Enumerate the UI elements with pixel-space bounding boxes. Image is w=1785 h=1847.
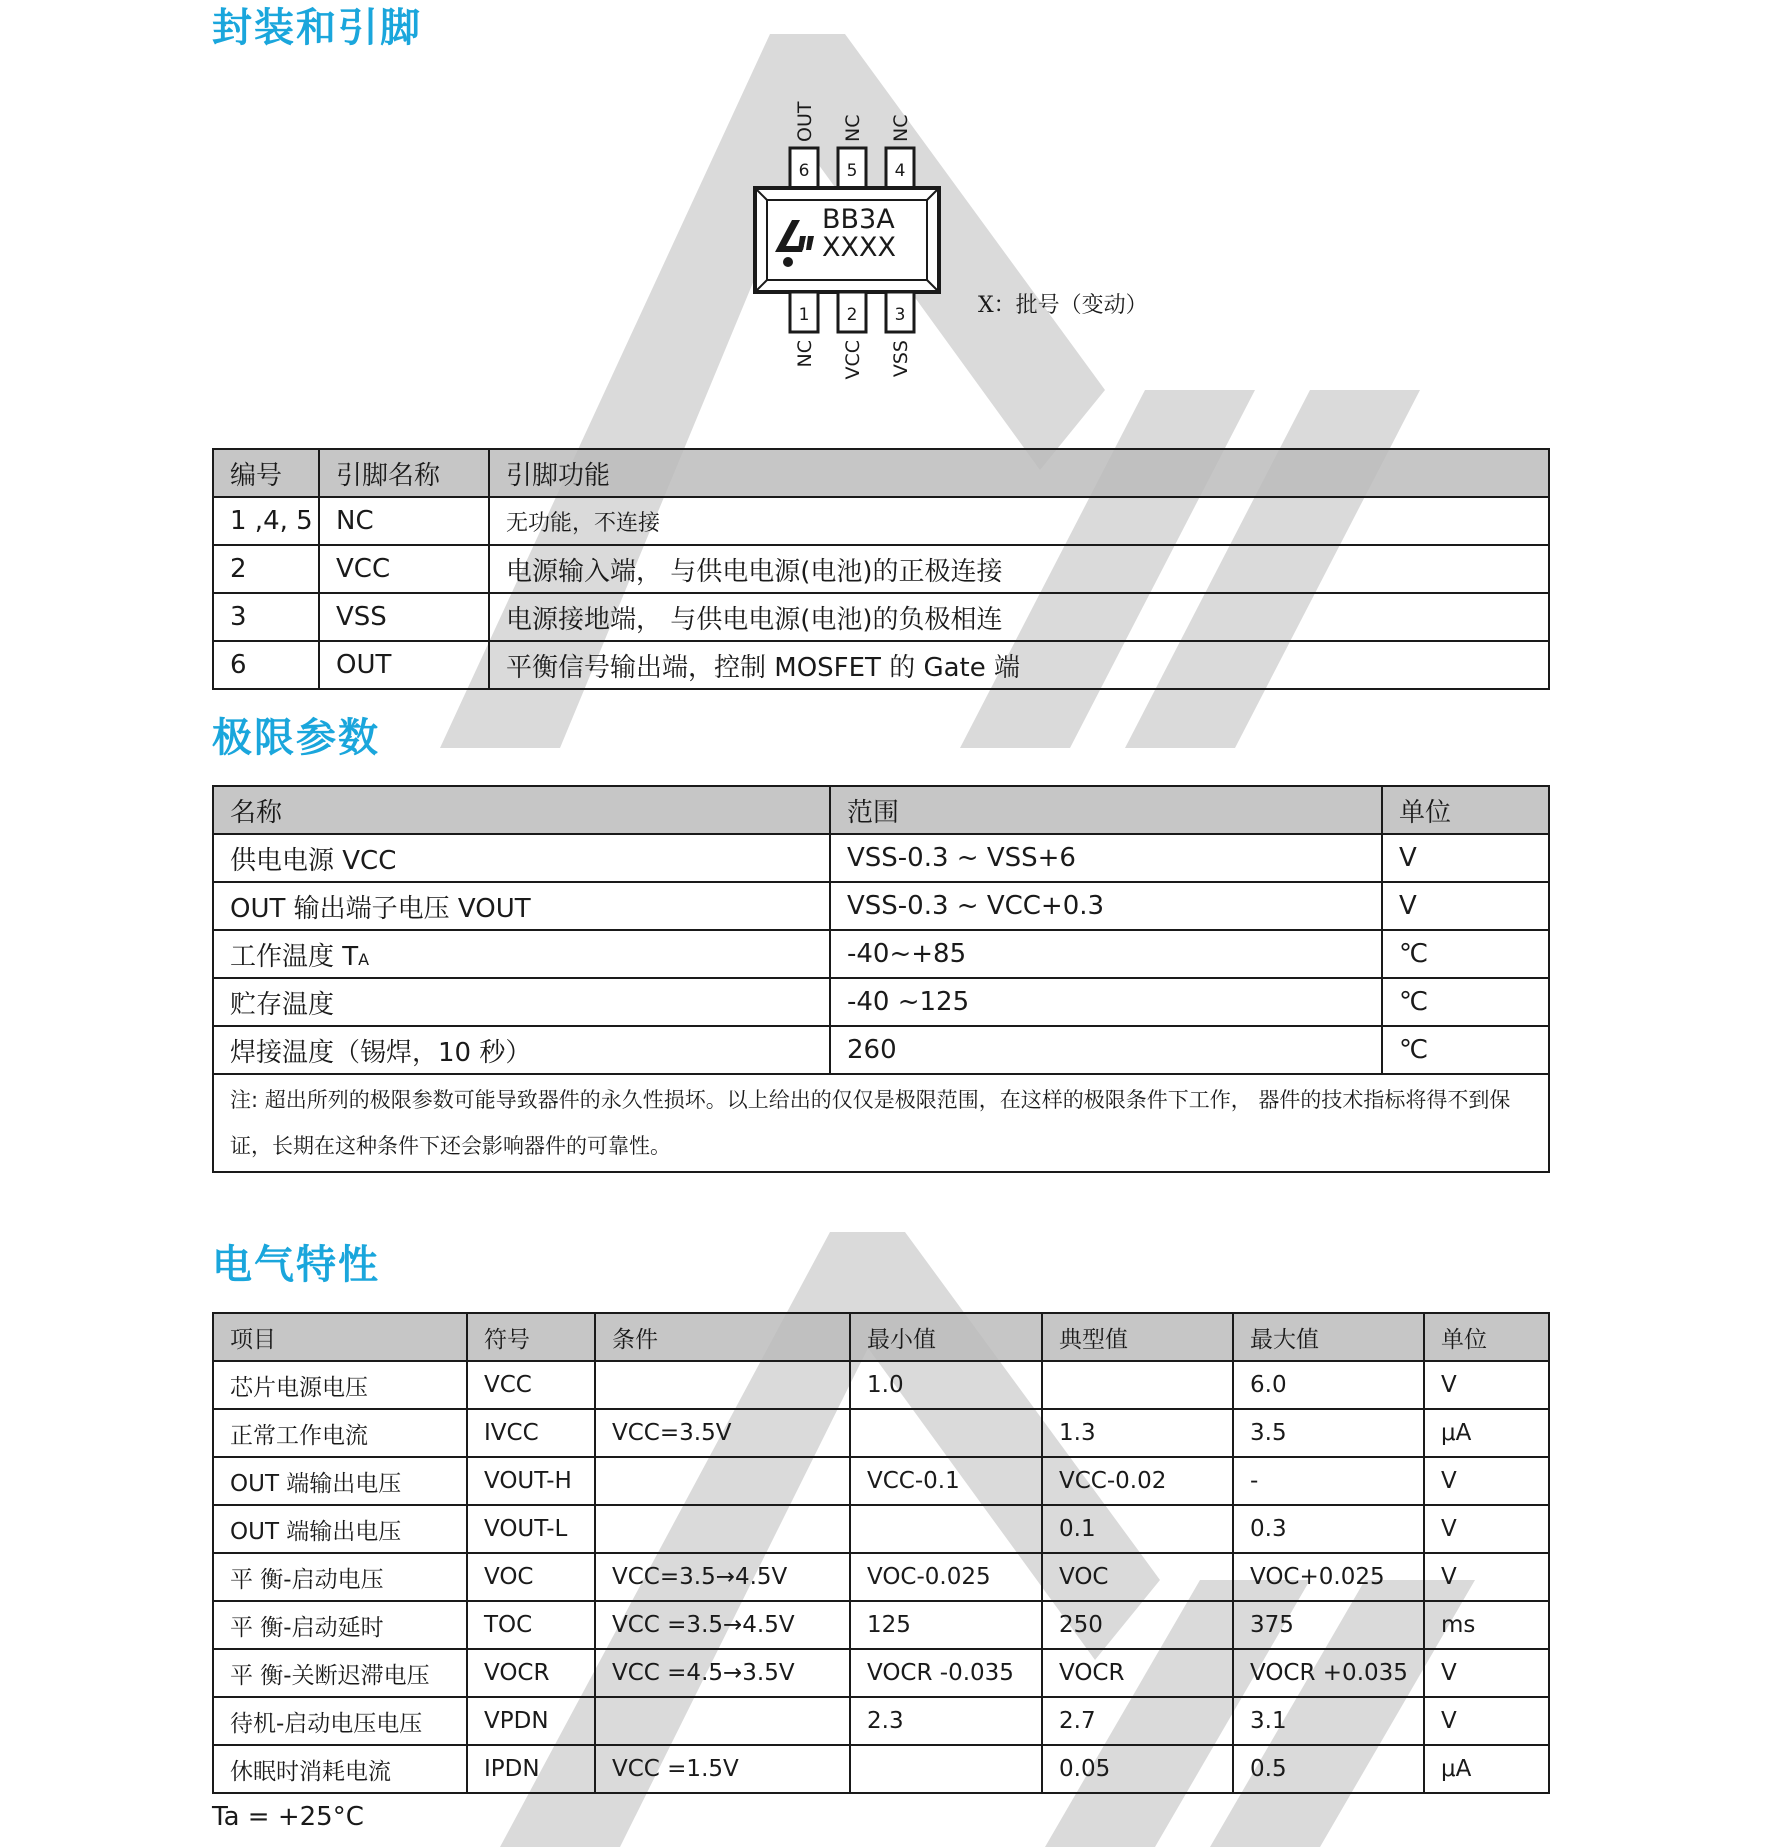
table-cell: V <box>1424 1553 1549 1601</box>
table-cell: 待机-启动电压电压 <box>213 1697 467 1745</box>
table-cell <box>595 1361 850 1409</box>
pin-label: NC <box>890 114 912 142</box>
pin-label: NC <box>842 114 864 142</box>
table-row <box>213 1601 1549 1649</box>
pin-number: 4 <box>894 161 906 181</box>
table-row <box>213 593 1549 641</box>
table-cell: VCC =1.5V <box>595 1745 850 1793</box>
table-cell: VSS-0.3 ~ VCC+0.3 <box>830 882 1382 930</box>
pin-label: VSS <box>890 340 912 378</box>
header-cell: 编号 <box>213 449 319 497</box>
table-row <box>213 1745 1549 1793</box>
header-cell: 引脚名称 <box>319 449 489 497</box>
table-cell: μA <box>1424 1745 1549 1793</box>
table-row <box>213 882 1549 930</box>
table-cell: 0.5 <box>1233 1745 1424 1793</box>
table-cell: ℃ <box>1382 930 1549 978</box>
table-cell <box>850 1505 1042 1553</box>
table-cell: VPDN <box>467 1697 595 1745</box>
table-row <box>213 1553 1549 1601</box>
pin-number: 1 <box>798 305 810 325</box>
pin-table <box>212 448 1550 690</box>
table-cell: 2 <box>213 545 319 593</box>
table-row <box>213 1026 1549 1074</box>
table-cell: VCC=3.5→4.5V <box>595 1553 850 1601</box>
table-cell <box>1042 1361 1233 1409</box>
header-cell: 条件 <box>595 1313 850 1361</box>
table-cell: VCC=3.5V <box>595 1409 850 1457</box>
table-cell: IVCC <box>467 1409 595 1457</box>
table-cell: 芯片电源电压 <box>213 1361 467 1409</box>
table-cell: VOC+0.025 <box>1233 1553 1424 1601</box>
table-row <box>213 1361 1549 1409</box>
table-cell: VSS <box>319 593 489 641</box>
table-header-row <box>213 449 1549 497</box>
table-cell: OUT <box>319 641 489 689</box>
table-cell: OUT 输出端子电压 VOUT <box>213 882 830 930</box>
bottom-pin-2 <box>838 292 866 380</box>
pin-number: 3 <box>894 305 906 325</box>
table-cell: 2.3 <box>850 1697 1042 1745</box>
table-cell: 平 衡-启动电压 <box>213 1553 467 1601</box>
table-cell: 260 <box>830 1026 1382 1074</box>
table-cell: V <box>1424 1505 1549 1553</box>
table-cell: -40~+85 <box>830 930 1382 978</box>
table-cell: V <box>1424 1697 1549 1745</box>
table-row <box>213 641 1549 689</box>
table-cell: VCC =4.5→3.5V <box>595 1649 850 1697</box>
header-cell: 范围 <box>830 786 1382 834</box>
top-pin-6 <box>790 101 818 188</box>
table-cell <box>595 1457 850 1505</box>
table-cell: 3 <box>213 593 319 641</box>
pin-number: 6 <box>798 161 810 181</box>
table-header-row <box>213 786 1549 834</box>
bottom-pin-3 <box>886 292 914 377</box>
table-cell: V <box>1424 1457 1549 1505</box>
table-cell: VCC =3.5→4.5V <box>595 1601 850 1649</box>
table-cell: 平衡信号输出端，控制 MOSFET 的 Gate 端 <box>489 641 1549 689</box>
table-cell: VSS-0.3 ~ VSS+6 <box>830 834 1382 882</box>
table-row <box>213 1074 1549 1172</box>
header-cell: 引脚功能 <box>489 449 1549 497</box>
table-row <box>213 1505 1549 1553</box>
table-cell: 焊接温度（锡焊，10 秒） <box>213 1026 830 1074</box>
table-cell: VCC-0.1 <box>850 1457 1042 1505</box>
table-row <box>213 834 1549 882</box>
table-cell: 3.1 <box>1233 1697 1424 1745</box>
header-cell: 名称 <box>213 786 830 834</box>
table-cell: VOCR +0.035 <box>1233 1649 1424 1697</box>
table-cell: 平 衡-关断迟滞电压 <box>213 1649 467 1697</box>
table-cell: VCC-0.02 <box>1042 1457 1233 1505</box>
table-cell: OUT 端输出电压 <box>213 1457 467 1505</box>
table-cell: 贮存温度 <box>213 978 830 1026</box>
table-cell: 供电电源 VCC <box>213 834 830 882</box>
top-pin-5 <box>838 115 866 188</box>
table-cell: 2.7 <box>1042 1697 1233 1745</box>
table-cell: ℃ <box>1382 1026 1549 1074</box>
subscript: A <box>358 949 370 969</box>
table-header-row <box>213 1313 1549 1361</box>
table-cell: VOUT-L <box>467 1505 595 1553</box>
table-cell: IPDN <box>467 1745 595 1793</box>
header-cell: 符号 <box>467 1313 595 1361</box>
table-cell: 电源输入端， 与供电电源(电池)的正极连接 <box>489 545 1549 593</box>
header-cell: 最大值 <box>1233 1313 1424 1361</box>
limits-table <box>212 785 1550 1173</box>
table-row <box>213 930 1549 978</box>
table-cell: 电源接地端， 与供电电源(电池)的负极相连 <box>489 593 1549 641</box>
pin-number: 5 <box>846 161 858 181</box>
table-cell: VOUT-H <box>467 1457 595 1505</box>
table-cell: 1.0 <box>850 1361 1042 1409</box>
table-row <box>213 1409 1549 1457</box>
pin-label: OUT <box>794 101 816 142</box>
table-cell <box>595 1505 850 1553</box>
pins-section-title: 封装和引脚 <box>212 5 422 51</box>
marking-line2: XXXX <box>822 232 896 263</box>
header-cell: 典型值 <box>1042 1313 1233 1361</box>
pin-label: NC <box>794 340 816 368</box>
limits-note: 注: 超出所列的极限参数可能导致器件的永久性损坏。以上给出的仅仅是极限范围，在这样的极限条件下工作， 器件的技术指标将得不到保证，长期在这种条件下还会影响器件的可靠性。 <box>213 1074 1549 1172</box>
table-cell: -40 ~125 <box>830 978 1382 1026</box>
top-pin-4 <box>886 115 914 188</box>
table-cell: OUT 端输出电压 <box>213 1505 467 1553</box>
table-cell: 无功能，不连接 <box>489 497 1549 545</box>
pin-number: 2 <box>846 305 858 325</box>
table-cell: 0.1 <box>1042 1505 1233 1553</box>
table-cell: 375 <box>1233 1601 1424 1649</box>
table-row <box>213 1457 1549 1505</box>
table-cell: ℃ <box>1382 978 1549 1026</box>
table-cell: VOCR -0.035 <box>850 1649 1042 1697</box>
header-cell: 单位 <box>1382 786 1549 834</box>
table-cell <box>213 930 830 978</box>
table-cell: V <box>1424 1361 1549 1409</box>
temperature-footnote: Ta = +25°C <box>212 1802 364 1832</box>
table-cell: 0.05 <box>1042 1745 1233 1793</box>
marking-line1: BB3A <box>822 204 895 235</box>
table-cell: V <box>1382 834 1549 882</box>
table-cell: VOC <box>1042 1553 1233 1601</box>
electrical-section-title: 电气特性 <box>212 1242 380 1288</box>
table-cell: μA <box>1424 1409 1549 1457</box>
batch-note: X：批号（变动） <box>978 293 1148 318</box>
table-cell: ms <box>1424 1601 1549 1649</box>
table-cell <box>850 1745 1042 1793</box>
table-cell: NC <box>319 497 489 545</box>
electrical-table <box>212 1312 1550 1794</box>
pin-label: VCC <box>842 340 864 380</box>
table-cell: 0.3 <box>1233 1505 1424 1553</box>
header-cell: 最小值 <box>850 1313 1042 1361</box>
bottom-pin-1 <box>790 292 818 367</box>
table-cell: 休眠时消耗电流 <box>213 1745 467 1793</box>
table-cell: VOCR <box>1042 1649 1233 1697</box>
table-cell: 6 <box>213 641 319 689</box>
table-row <box>213 545 1549 593</box>
cell-text: 工作温度 T <box>230 941 359 972</box>
table-row <box>213 497 1549 545</box>
table-cell: TOC <box>467 1601 595 1649</box>
table-cell: VCC <box>467 1361 595 1409</box>
table-cell: 6.0 <box>1233 1361 1424 1409</box>
table-cell: 平 衡-启动延时 <box>213 1601 467 1649</box>
package-diagram <box>740 90 980 390</box>
table-cell: 125 <box>850 1601 1042 1649</box>
table-cell <box>595 1697 850 1745</box>
table-cell: - <box>1233 1457 1424 1505</box>
table-row <box>213 978 1549 1026</box>
table-cell: VCC <box>319 545 489 593</box>
table-cell: VOC-0.025 <box>850 1553 1042 1601</box>
table-cell: V <box>1424 1649 1549 1697</box>
table-cell: VOC <box>467 1553 595 1601</box>
table-cell: 正常工作电流 <box>213 1409 467 1457</box>
header-cell: 项目 <box>213 1313 467 1361</box>
table-cell: 1.3 <box>1042 1409 1233 1457</box>
limits-section-title: 极限参数 <box>212 715 380 761</box>
table-cell: 1 ,4, 5 <box>213 497 319 545</box>
table-row <box>213 1649 1549 1697</box>
table-cell <box>850 1409 1042 1457</box>
table-cell: V <box>1382 882 1549 930</box>
table-row <box>213 1697 1549 1745</box>
table-cell: 250 <box>1042 1601 1233 1649</box>
table-cell: VOCR <box>467 1649 595 1697</box>
table-cell: 3.5 <box>1233 1409 1424 1457</box>
header-cell: 单位 <box>1424 1313 1549 1361</box>
